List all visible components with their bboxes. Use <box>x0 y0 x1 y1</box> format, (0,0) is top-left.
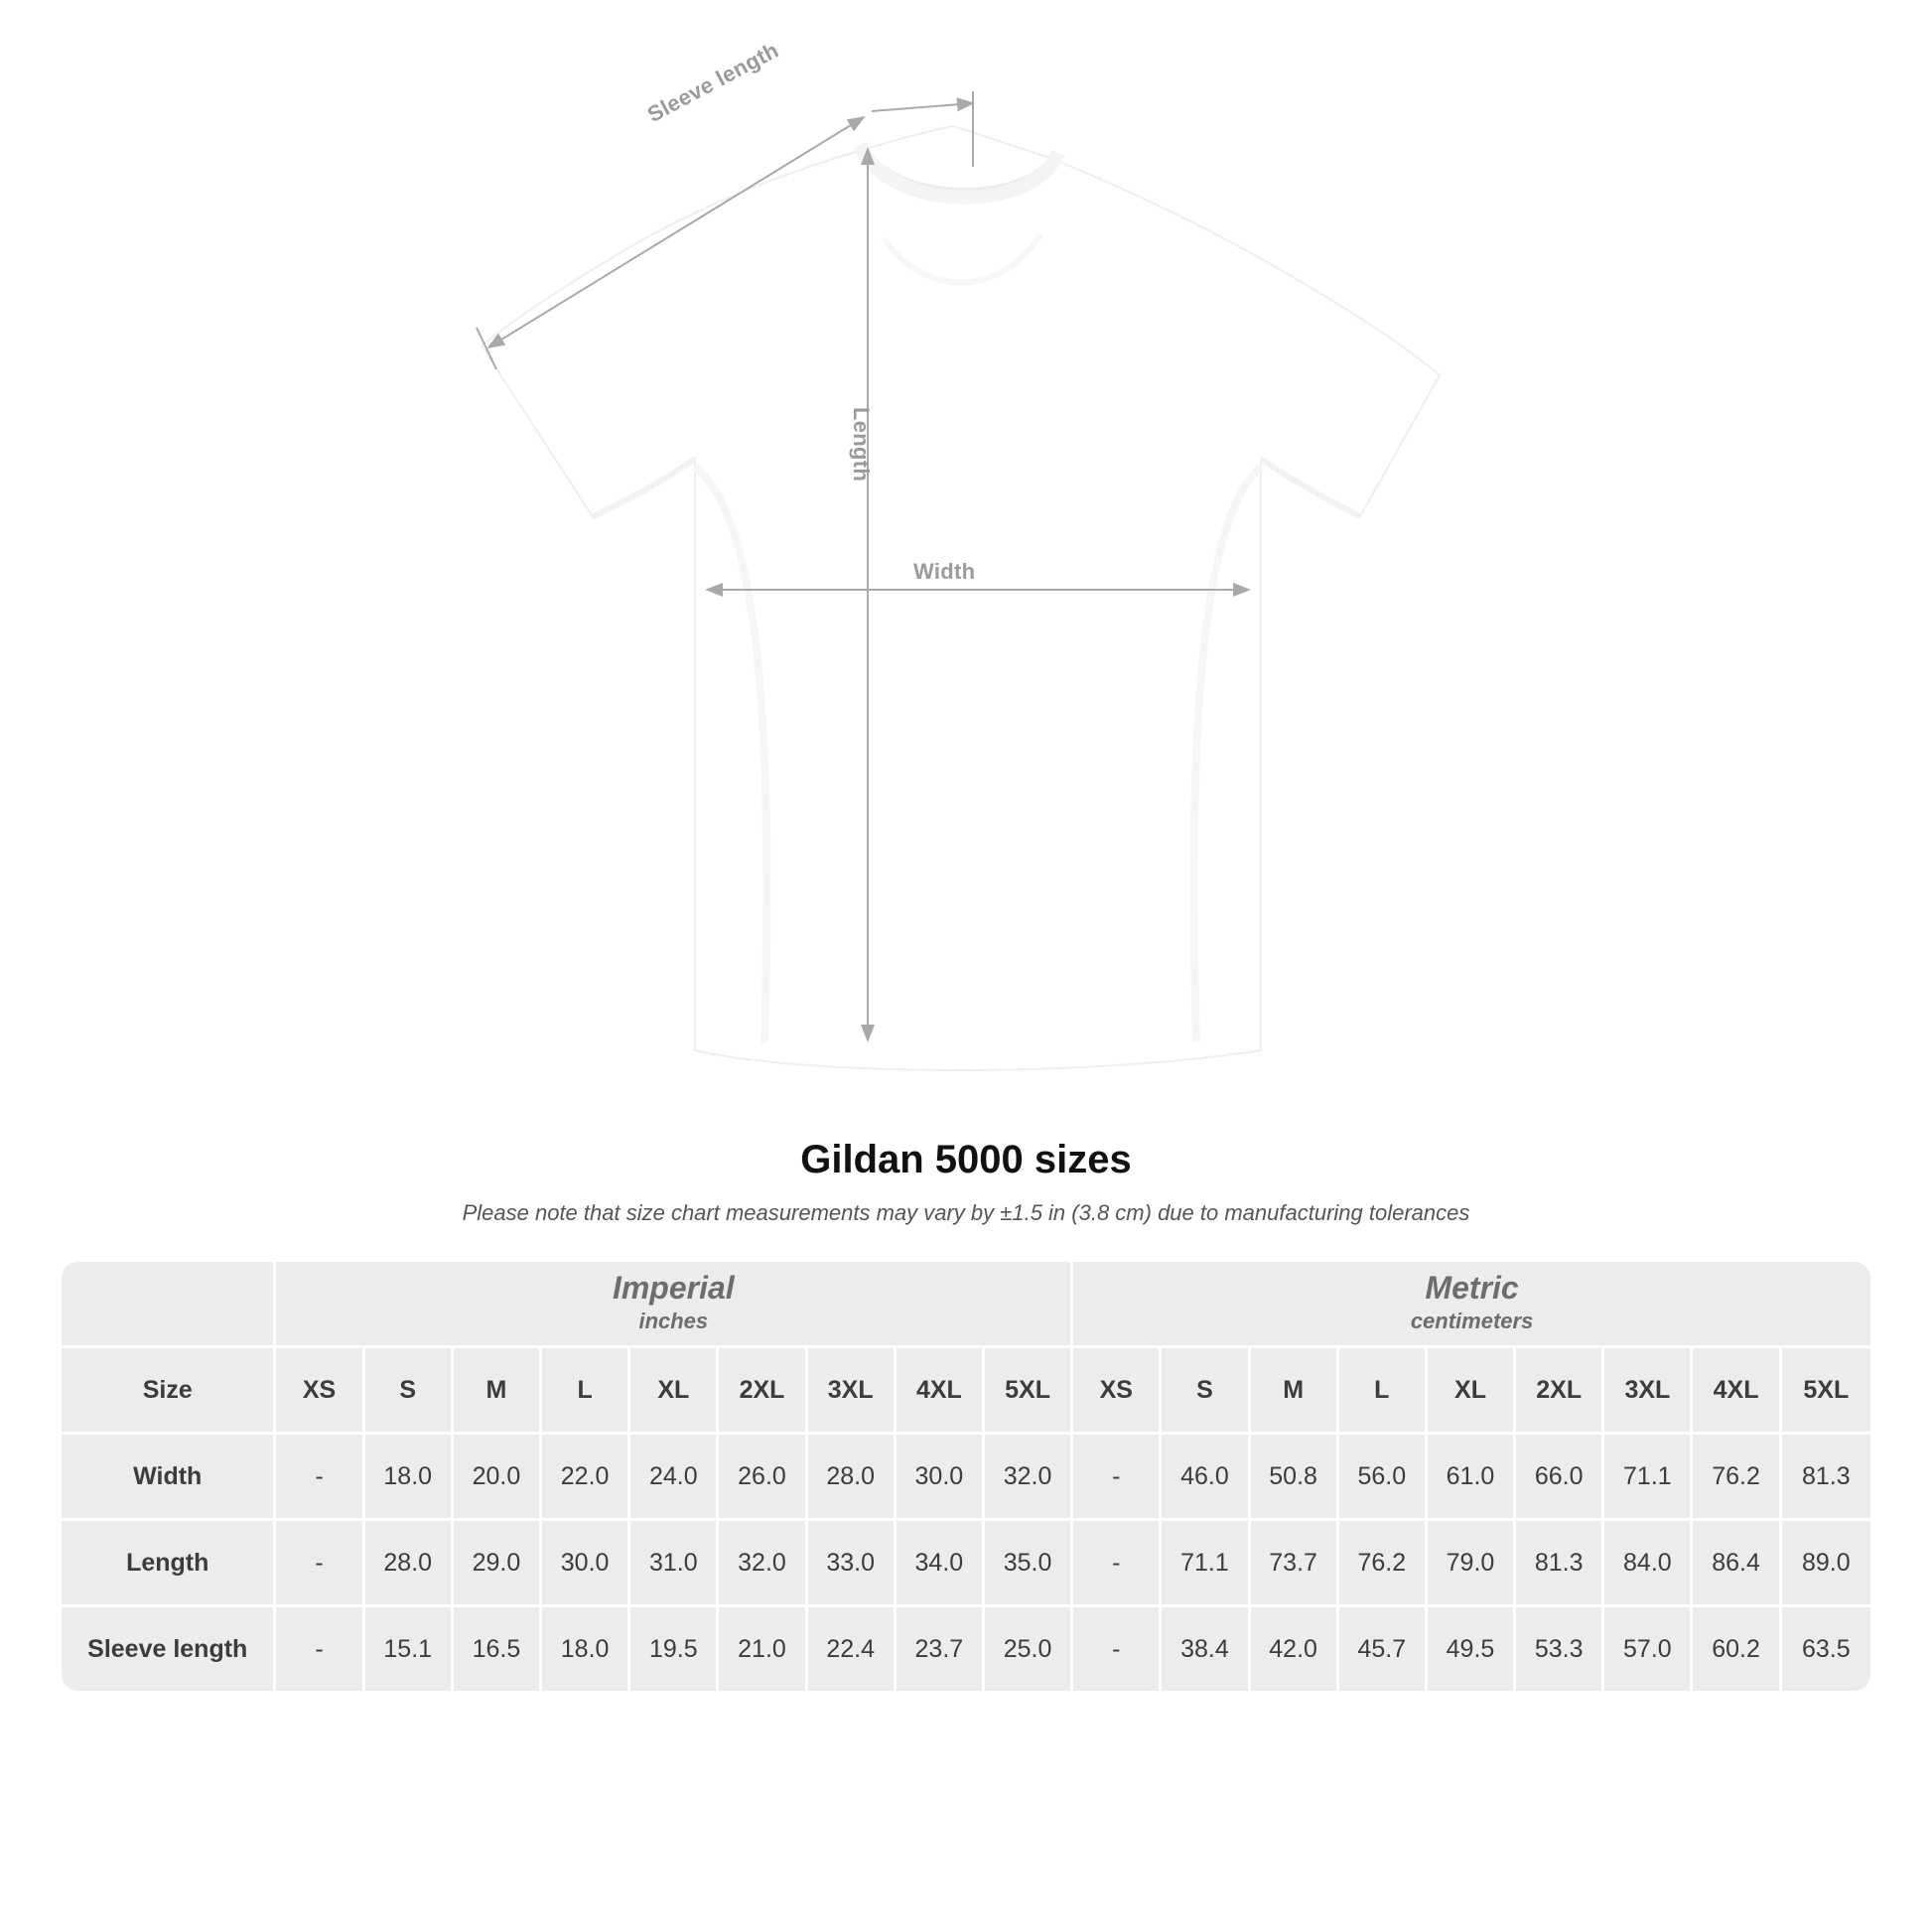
tshirt-shape <box>482 126 1440 1070</box>
row-label-sleeve-length: Sleeve length <box>62 1607 276 1691</box>
cell-length-imperial-m: 29.0 <box>454 1521 542 1607</box>
cell-width-imperial-l: 22.0 <box>542 1435 630 1521</box>
col-header-imperial-3xl: 3XL <box>808 1348 897 1435</box>
table-row <box>62 1521 1870 1607</box>
col-header-imperial-xl: XL <box>630 1348 719 1435</box>
col-header-metric-3xl: 3XL <box>1604 1348 1693 1435</box>
tolerance-note: Please note that size chart measurements may vary by ±1.5 in (3.8 cm) due to manufacturing tolerances <box>462 1200 1470 1225</box>
cell-width-metric-xs: - <box>1073 1435 1162 1521</box>
cell-length-imperial-3xl: 33.0 <box>808 1521 897 1607</box>
cell-width-imperial-5xl: 32.0 <box>985 1435 1073 1521</box>
col-header-imperial-m: M <box>454 1348 542 1435</box>
col-header-imperial-4xl: 4XL <box>897 1348 985 1435</box>
cell-length-imperial-s: 28.0 <box>365 1521 454 1607</box>
cell-width-imperial-3xl: 28.0 <box>808 1435 897 1521</box>
cell-length-metric-l: 76.2 <box>1339 1521 1428 1607</box>
unit-group-imperial <box>276 1262 1073 1348</box>
cell-sleeve-imperial-5xl: 25.0 <box>985 1607 1073 1691</box>
cell-length-metric-s: 71.1 <box>1162 1521 1250 1607</box>
col-header-imperial-2xl: 2XL <box>719 1348 807 1435</box>
cell-sleeve-imperial-3xl: 22.4 <box>808 1607 897 1691</box>
corner-blank-cell <box>62 1262 276 1348</box>
cell-sleeve-imperial-xl: 19.5 <box>630 1607 719 1691</box>
col-header-imperial-5xl: 5XL <box>985 1348 1073 1435</box>
row-label-width: Width <box>62 1435 276 1521</box>
unit-group-metric-name: Metric <box>1425 1269 1519 1306</box>
cell-length-metric-m: 73.7 <box>1251 1521 1339 1607</box>
cell-width-metric-xl: 61.0 <box>1428 1435 1516 1521</box>
cell-width-imperial-4xl: 30.0 <box>897 1435 985 1521</box>
table-row <box>62 1607 1870 1691</box>
cell-width-imperial-xl: 24.0 <box>630 1435 719 1521</box>
cell-length-metric-3xl: 84.0 <box>1604 1521 1693 1607</box>
sleeve-length-label: Sleeve length <box>643 37 783 128</box>
unit-group-imperial-name: Imperial <box>612 1269 735 1306</box>
cell-length-metric-5xl: 89.0 <box>1782 1521 1870 1607</box>
cell-width-metric-s: 46.0 <box>1162 1435 1250 1521</box>
col-header-metric-s: S <box>1162 1348 1250 1435</box>
cell-width-metric-4xl: 76.2 <box>1693 1435 1781 1521</box>
cell-length-imperial-xl: 31.0 <box>630 1521 719 1607</box>
cell-sleeve-metric-s: 38.4 <box>1162 1607 1250 1691</box>
unit-group-imperial-sub: inches <box>638 1309 709 1334</box>
cell-sleeve-metric-xs: - <box>1073 1607 1162 1691</box>
cell-width-imperial-s: 18.0 <box>365 1435 454 1521</box>
cell-sleeve-metric-2xl: 53.3 <box>1516 1607 1604 1691</box>
cell-sleeve-imperial-s: 15.1 <box>365 1607 454 1691</box>
cell-length-metric-xs: - <box>1073 1521 1162 1607</box>
col-header-metric-4xl: 4XL <box>1693 1348 1781 1435</box>
col-header-metric-l: L <box>1339 1348 1428 1435</box>
length-label: Length <box>849 407 874 483</box>
cell-length-metric-4xl: 86.4 <box>1693 1521 1781 1607</box>
title-block <box>0 1138 1932 1226</box>
cell-length-imperial-2xl: 32.0 <box>719 1521 807 1607</box>
cell-sleeve-metric-l: 45.7 <box>1339 1607 1428 1691</box>
cell-length-imperial-5xl: 35.0 <box>985 1521 1073 1607</box>
table-row <box>62 1435 1870 1521</box>
cell-sleeve-imperial-4xl: 23.7 <box>897 1607 985 1691</box>
cell-length-imperial-l: 30.0 <box>542 1521 630 1607</box>
cell-length-imperial-4xl: 34.0 <box>897 1521 985 1607</box>
size-label-cell: Size <box>62 1348 276 1435</box>
cell-sleeve-metric-3xl: 57.0 <box>1604 1607 1693 1691</box>
col-header-metric-xs: XS <box>1073 1348 1162 1435</box>
col-header-metric-m: M <box>1251 1348 1339 1435</box>
cell-sleeve-imperial-l: 18.0 <box>542 1607 630 1691</box>
col-header-metric-5xl: 5XL <box>1782 1348 1870 1435</box>
cell-sleeve-imperial-xs: - <box>276 1607 364 1691</box>
cell-width-metric-l: 56.0 <box>1339 1435 1428 1521</box>
cell-length-imperial-xs: - <box>276 1521 364 1607</box>
page-title: Gildan 5000 sizes <box>800 1138 1132 1181</box>
cell-width-imperial-2xl: 26.0 <box>719 1435 807 1521</box>
col-header-metric-xl: XL <box>1428 1348 1516 1435</box>
row-label-length: Length <box>62 1521 276 1607</box>
unit-group-metric <box>1073 1262 1870 1348</box>
cell-sleeve-imperial-2xl: 21.0 <box>719 1607 807 1691</box>
cell-sleeve-metric-xl: 49.5 <box>1428 1607 1516 1691</box>
cell-width-imperial-xs: - <box>276 1435 364 1521</box>
col-header-imperial-xs: XS <box>276 1348 364 1435</box>
size-chart-table <box>62 1262 1870 1691</box>
cell-width-imperial-m: 20.0 <box>454 1435 542 1521</box>
cell-width-metric-5xl: 81.3 <box>1782 1435 1870 1521</box>
cell-length-metric-xl: 79.0 <box>1428 1521 1516 1607</box>
size-header-row <box>62 1348 1870 1435</box>
unit-group-header-row <box>62 1262 1870 1348</box>
size-chart-table-wrap <box>62 1262 1870 1691</box>
cell-sleeve-metric-5xl: 63.5 <box>1782 1607 1870 1691</box>
cell-sleeve-imperial-m: 16.5 <box>454 1607 542 1691</box>
width-label: Width <box>913 559 976 584</box>
cell-sleeve-metric-4xl: 60.2 <box>1693 1607 1781 1691</box>
col-header-imperial-l: L <box>542 1348 630 1435</box>
cell-sleeve-metric-m: 42.0 <box>1251 1607 1339 1691</box>
col-header-imperial-s: S <box>365 1348 454 1435</box>
col-header-metric-2xl: 2XL <box>1516 1348 1604 1435</box>
cell-length-metric-2xl: 81.3 <box>1516 1521 1604 1607</box>
cell-width-metric-m: 50.8 <box>1251 1435 1339 1521</box>
cell-width-metric-3xl: 71.1 <box>1604 1435 1693 1521</box>
unit-group-metric-sub: centimeters <box>1410 1309 1534 1334</box>
cell-width-metric-2xl: 66.0 <box>1516 1435 1604 1521</box>
